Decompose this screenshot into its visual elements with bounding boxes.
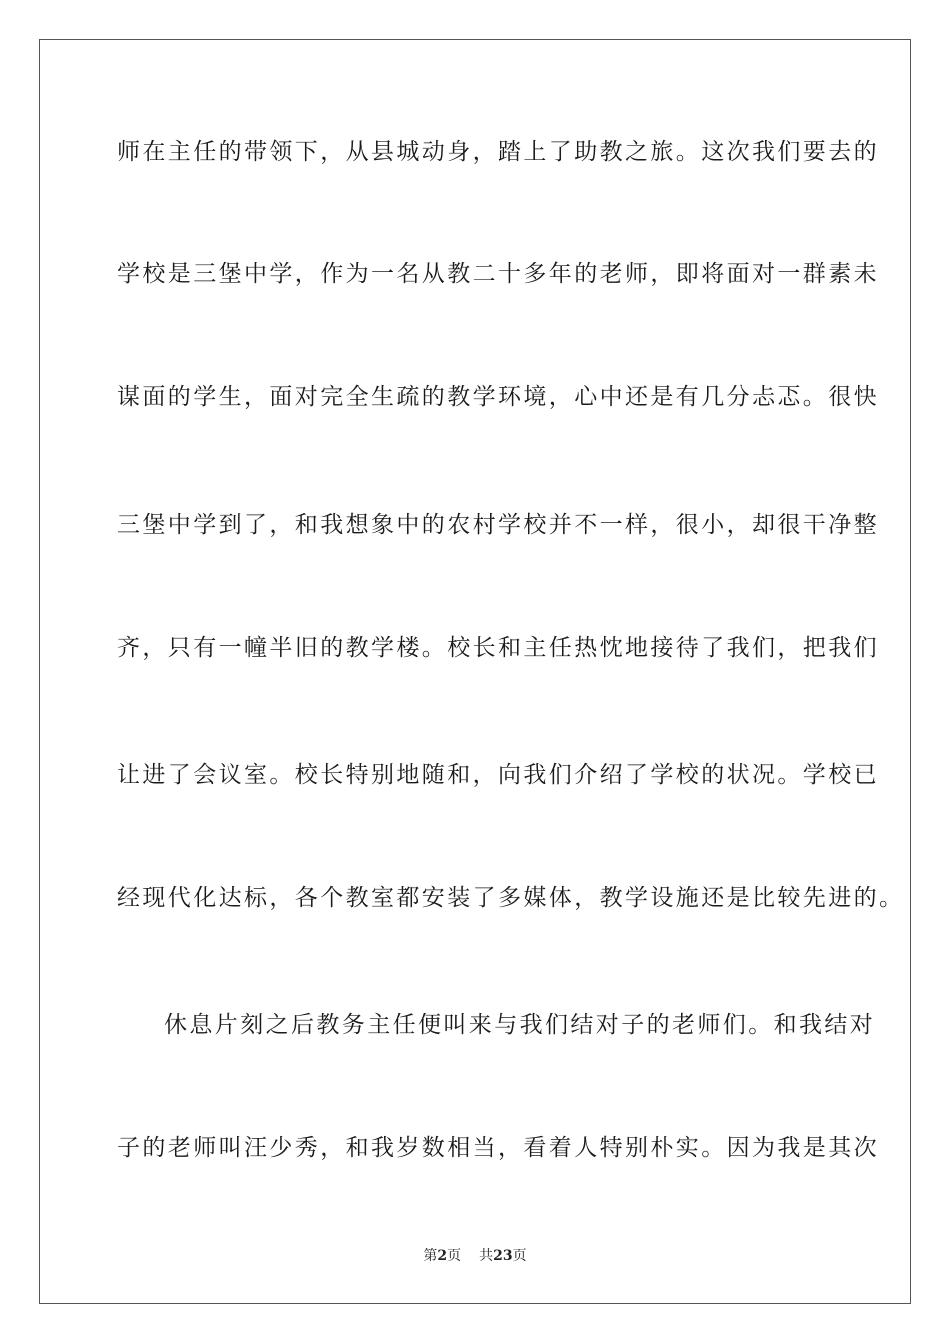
current-page-number: 2 — [437, 1248, 448, 1264]
body-text-line-6: 让进了会议室。校长特别地随和，向我们介绍了学校的状况。学校已 — [117, 762, 879, 788]
total-prefix: 共 — [479, 1248, 494, 1264]
paragraph-start-line: 休息片刻之后教务主任便叫来与我们结对子的老师们。和我结对 — [164, 1012, 876, 1038]
page-prefix: 第 — [423, 1248, 438, 1264]
body-text-line-5: 齐，只有一幢半旧的教学楼。校长和主任热忱地接待了我们，把我们 — [117, 635, 879, 661]
body-text-line-3: 谋面的学生，面对完全生疏的教学环境，心中还是有几分忐忑。很快 — [117, 384, 879, 410]
page-number-footer — [0, 1247, 950, 1265]
body-text-line-7: 经现代化达标，各个教室都安装了多媒体，教学设施还是比较先进的。 — [117, 885, 905, 911]
page-suffix: 页 — [447, 1248, 462, 1264]
page-border — [39, 39, 911, 1304]
body-text-line-4: 三堡中学到了，和我想象中的农村学校并不一样，很小，却很干净整 — [117, 512, 879, 538]
body-text-line-9: 子的老师叫汪少秀，和我岁数相当，看着人特别朴实。因为我是其次 — [117, 1135, 879, 1161]
body-text-line-1: 师在主任的带领下，从县城动身，踏上了助教之旅。这次我们要去的 — [117, 139, 879, 165]
total-pages: 23 — [493, 1248, 513, 1264]
total-suffix: 页 — [512, 1248, 527, 1264]
body-text-line-2: 学校是三堡中学，作为一名从教二十多年的老师，即将面对一群素未 — [117, 261, 879, 287]
